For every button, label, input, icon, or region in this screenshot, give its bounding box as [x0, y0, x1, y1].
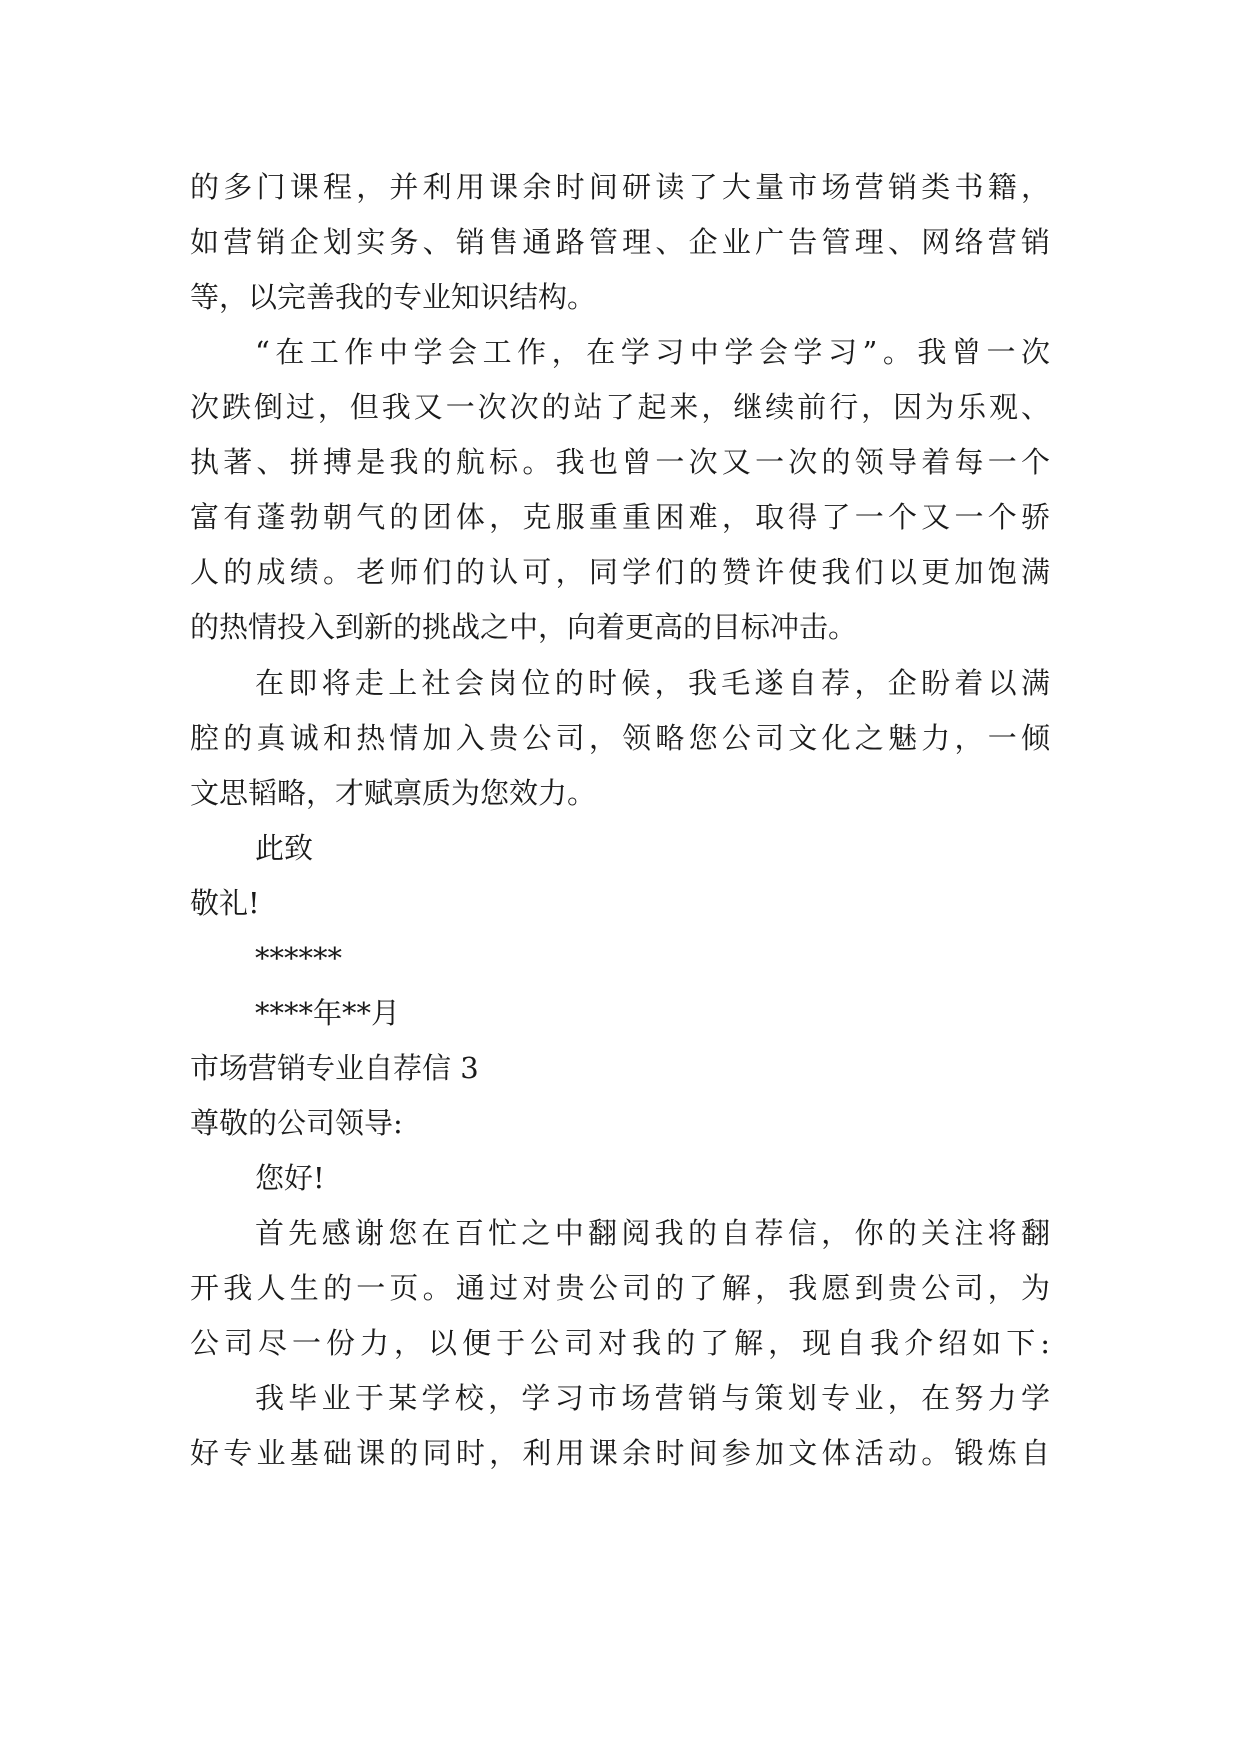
body-line: 执著、拼搏是我的航标。我也曾一次又一次的领导着每一个 — [190, 445, 1050, 479]
body-line: 富有蓬勃朝气的团体，克服重重困难，取得了一个又一个骄 — [190, 500, 1050, 534]
body-line: 次跌倒过，但我又一次次的站了起来，继续前行，因为乐观、 — [190, 390, 1050, 424]
body-line: 腔的真诚和热情加入贵公司，领略您公司文化之魅力，一倾 — [190, 721, 1050, 755]
section-title: 市场营销专业自荐信 3 — [190, 1051, 479, 1085]
body-line: 我毕业于某学校，学习市场营销与策划专业，在努力学 — [255, 1381, 1050, 1415]
body-line: 人的成绩。老师们的认可，同学们的赞许使我们以更加饱满 — [190, 555, 1050, 589]
greeting: 尊敬的公司领导: — [190, 1106, 403, 1140]
body-line: 文思韬略，才赋禀质为您效力。 — [190, 776, 597, 810]
body-line: 的热情投入到新的挑战之中，向着更高的目标冲击。 — [190, 610, 858, 644]
closing-salutation: 此致 — [255, 831, 314, 865]
signature-date: ****年**月 — [255, 996, 401, 1030]
body-line: 等，以完善我的专业知识结构。 — [190, 280, 597, 314]
body-line: 如营销企划实务、销售通路管理、企业广告管理、网络营销 — [190, 225, 1050, 259]
greeting-hello: 您好! — [255, 1161, 325, 1195]
body-line: 在即将走上社会岗位的时候，我毛遂自荐，企盼着以满 — [255, 666, 1050, 700]
body-line: 公司尽一份力，以便于公司对我的了解，现自我介绍如下: — [190, 1326, 1050, 1360]
body-line: 首先感谢您在百忙之中翻阅我的自荐信，你的关注将翻 — [255, 1216, 1050, 1250]
body-line: “在工作中学会工作，在学习中学会学习”。我曾一次 — [255, 335, 1050, 369]
closing-regards: 敬礼! — [190, 886, 260, 920]
body-line: 的多门课程，并利用课余时间研读了大量市场营销类书籍， — [190, 170, 1050, 204]
body-line: 好专业基础课的同时，利用课余时间参加文体活动。锻炼自 — [190, 1436, 1050, 1470]
body-line: 开我人生的一页。通过对贵公司的了解，我愿到贵公司，为 — [190, 1271, 1050, 1305]
signature-name: ****** — [255, 941, 342, 975]
